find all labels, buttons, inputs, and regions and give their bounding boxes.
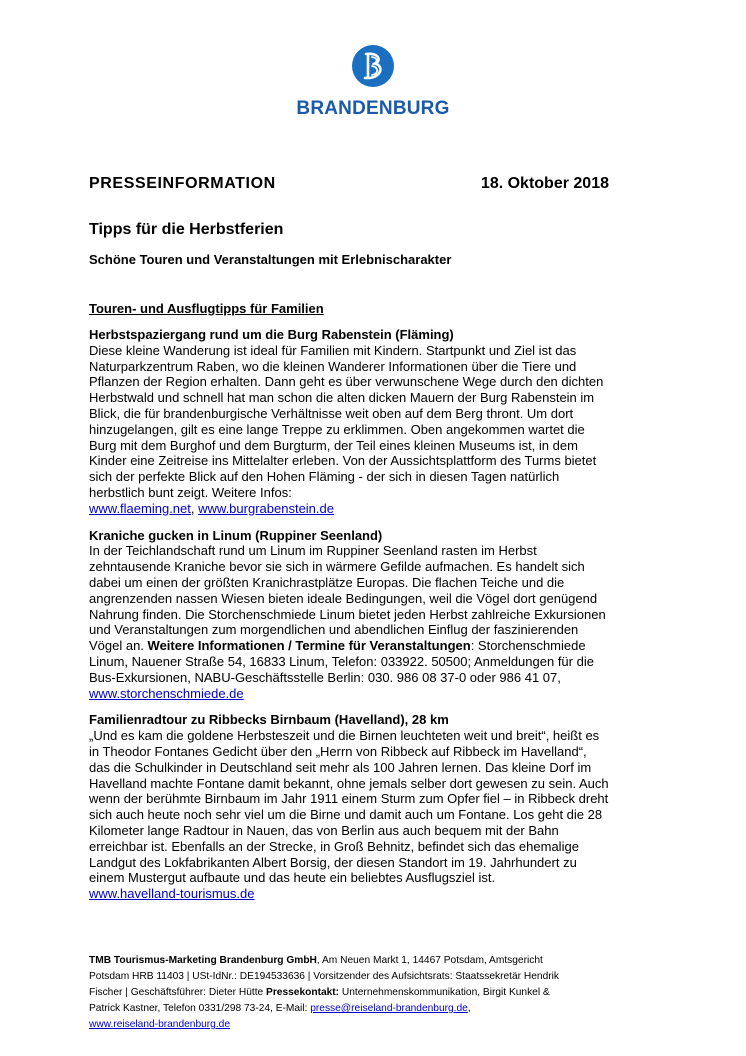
havelland-link[interactable]: www.havelland-tourismus.de — [89, 886, 255, 902]
press-release — [89, 175, 609, 902]
tip-text — [89, 343, 609, 517]
tip-rabenstein — [89, 327, 609, 517]
page-title: Tipps für die Herbstferien — [89, 221, 284, 238]
tip-body: Diese kleine Wanderung ist ideal für Familien mit Kindern. Startpunkt und Ziel ist das Naturparkzentrum Raben, wo die kleinen Wanderer Informationen über die Tiere und Pflanzen der Region erhalten. Dann geht es über verwunschene Wege durch den dichten Herbstwald und schnell hat man schon die alten dicken Mauern der Burg Rabenstein im Blick, die für brandenburgische Verhältnisse weit oben auf dem Berg thront. Um dort hinzugelangen, gilt es eine lange Treppe zu erklimmen. Oben angekommen wartet die Burg mit dem Burghof und dem Burgturm, der Teil eines kleinen Museums ist, in dem Kinder eine Zeitreise ins Mittelalter erleben. Von der Aussichtsplattform des Turms bietet sich der perfekte Blick auf den Hohen Fläming - der sich in diesen Tagen natürlich herbstlich bunt zeigt. Weitere Infos: — [89, 342, 604, 500]
tip-title: Herbstspaziergang rund um die Burg Rabenstein (Fläming) — [89, 327, 454, 342]
burgrabenstein-link[interactable]: www.burgrabenstein.de — [198, 500, 334, 516]
logo-text: BRANDENBURG — [296, 98, 450, 119]
footer-contact-label: Pressekontakt: — [266, 987, 340, 998]
tip-body: In der Teichlandschaft rund um Linum im Ruppiner Seenland rasten im Herbst zehntausende Kraniche bevor sie sich in wärmere Gefilde aufmachen. Es handelt sich dabei um einen der größten Kranichrastplätze Europas. Die flachen Teiche und die angrenzenden nassen Wiesen bieten ideale Bedingungen, weil die Vögel dort genügend Nahrung finden. Die Storchenschmiede Linum bietet jeden Herbst zahlreiche Exkursionen und Veranstaltungen zum morgendlichen und abendlichen Einflug der faszinierenden Vögel an. — [89, 543, 606, 654]
logo-mark-icon — [351, 44, 395, 88]
footer-company: TMB Tourismus-Marketing Brandenburg GmbH — [89, 955, 317, 966]
tip-linum — [89, 528, 609, 702]
tip-info-label: Weitere Informationen / Termine für Veranstaltungen — [147, 638, 471, 654]
footer — [89, 953, 579, 1033]
brandenburg-logo — [0, 44, 746, 120]
press-date: 18. Oktober 2018 — [480, 175, 609, 192]
tip-body: „Und es kam die goldene Herbsteszeit und die Birnen leuchteten weit und breit“, heißt es in Theodor Fontanes Gedicht über den „Herrn von Ribbeck auf Ribbeck im Havelland“, das die Schulkinder in Deutschland seit mehr als 100 Jahren lernen. Das kleine Dorf im Havelland machte Fontane damit bekannt, ohne jemals selber dort gewesen zu sein. Auch wenn der berühmte Birnbaum im Jahr 1911 einem Sturm zum Opfer fiel – in Ribbeck dreht sich auch heute noch sehr viel um die Birne und damit auch um Fontane. Los geht die 28 Kilometer lange Radtour in Nauen, das von Berlin aus auch bequem mit der Bahn erreichbar ist. Ebenfalls an der Strecke, in Groß Behnitz, befindet sich das ehemalige Landgut des Lokfabrikanten Albert Borsig, der diesen Standort im 19. Jahrhundert zu einem Mustergut aufbaute und das heute ein beliebtes Ausflugsziel ist. — [89, 728, 609, 886]
footer-text: , Am Neuen Markt 1, 14467 Potsdam, Amtsgericht Potsdam HRB 11403 | USt-IdNr.: DE194533636 | Vorsitzender des Aufsichtsrats: Staatssekretär Hendrik Fischer | Geschäftsführer: Dieter Hütte — [89, 955, 559, 998]
press-label: PRESSEINFORMATION — [89, 175, 276, 192]
tip-ribbeck — [89, 712, 609, 902]
footer-separator: , — [467, 1003, 471, 1014]
footer-contact: Unternehmenskommunikation, Birgit Kunkel & Patrick Kastner, Telefon 0331/298 73-24, E-Mail: — [89, 987, 550, 1014]
press-header — [89, 175, 609, 195]
section-heading: Touren- und Ausflugtipps für Familien — [89, 301, 324, 316]
tip-title: Kraniche gucken in Linum (Ruppiner Seenland) — [89, 527, 383, 543]
tip-text — [89, 728, 609, 902]
tip-text — [89, 543, 609, 701]
page-subtitle: Schöne Touren und Veranstaltungen mit Erlebnischarakter — [89, 252, 452, 267]
tip-title: Familienradtour zu Ribbecks Birnbaum (Havelland), 28 km — [89, 712, 449, 728]
link-separator: , — [190, 500, 199, 516]
flaeming-link[interactable]: www.flaeming.net — [89, 500, 191, 516]
website-link[interactable]: www.reiseland-brandenburg.de — [89, 1019, 231, 1030]
email-link[interactable]: presse@reiseland-brandenburg.de — [310, 1003, 468, 1014]
tip-info: : Storchenschmiede Linum, Nauener Straße 54, 16833 Linum, Telefon: 033922. 50500; Anmeldungen für die Bus-Exkursionen, NABU-Geschäftsstelle Berlin: 030. 986 08 37-0 oder 986 41 07, — [89, 638, 594, 685]
storchenschmiede-link[interactable]: www.storchenschmiede.de — [89, 685, 244, 701]
